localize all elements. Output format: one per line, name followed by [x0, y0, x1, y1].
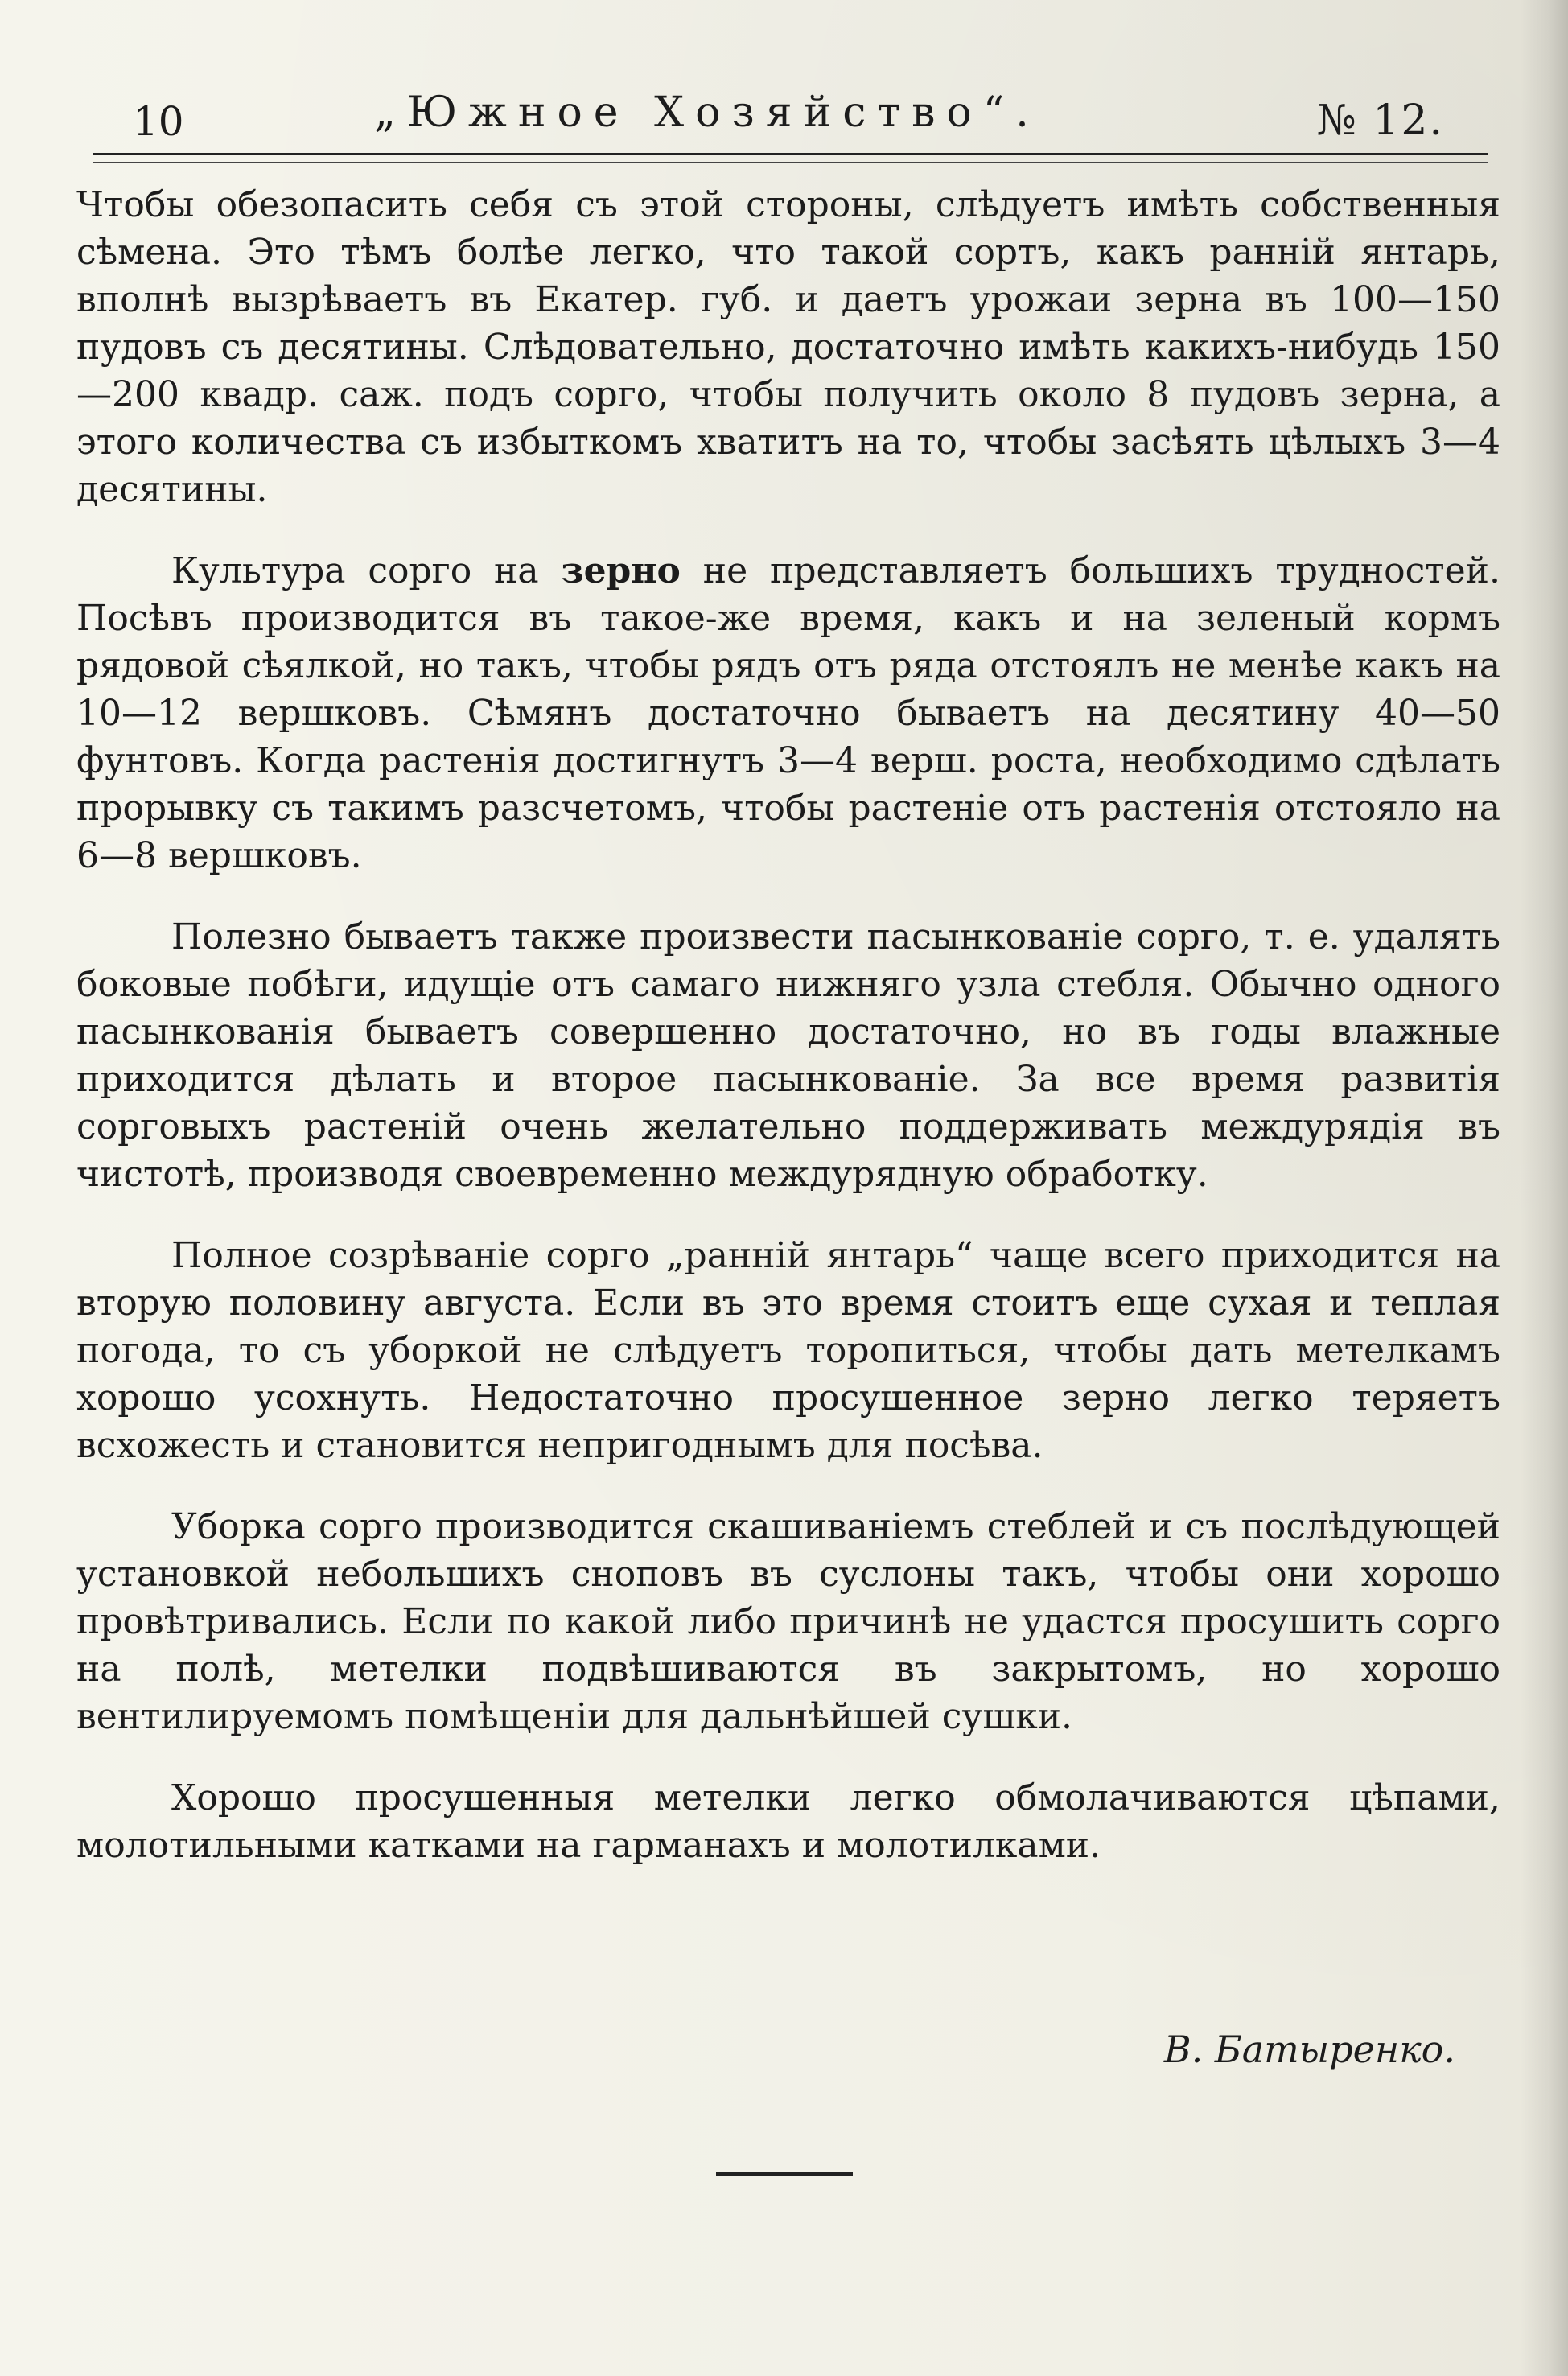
page-edge-shadow [1520, 0, 1568, 2376]
paragraph-5-text: Уборка сорго производится скашиваніемъ стеблей и съ послѣдующей установкой небольшихъ сноповъ въ суслоны такъ, чтобы они хорошо провѣтривались. Если по какой либо причинѣ не удастся просушить сорго на полѣ, метелки подвѣшиваются въ закрытомъ, но хорошо вентилируемомъ помѣщеніи для дальнѣйшей сушки. [76, 1506, 1500, 1737]
journal-title: „Южное Хозяйство“. [374, 89, 1040, 137]
paragraph-3 [76, 913, 1500, 1198]
paragraph-2-text-end: не представляетъ большихъ трудностей. Посѣвъ производится въ такое-же время, какъ и на зеленый кормъ рядовой сѣялкой, но такъ, чтобы рядъ отъ ряда отстоялъ не менѣе какъ на 10—12 вершковъ. Сѣмянъ достаточно бываетъ на десятину 40—50 фунтовъ. Когда растенія достигнутъ 3—4 верш. роста, необходимо сдѣлать прорывку съ такимъ разсчетомъ, чтобы растеніе отъ растенія отстояло на 6—8 вершковъ. [76, 550, 1500, 876]
paragraph-2 [76, 547, 1500, 879]
paragraph-2-bold-word: зерно [561, 550, 681, 591]
author-signature: В. Батыренко. [1163, 2028, 1455, 2071]
paragraph-4 [76, 1232, 1500, 1469]
end-rule [716, 2172, 853, 2176]
header-rule [93, 153, 1488, 163]
paragraph-6-text: Хорошо просушенныя метелки легко обмолачиваются цѣпами, молотильными катками на гарманахъ и молотилками. [76, 1777, 1500, 1866]
issue-number: № 12. [1316, 97, 1444, 145]
page-header [93, 89, 1460, 153]
paragraph-1 [76, 181, 1500, 513]
page-number: 10 [133, 98, 184, 145]
article-body [76, 181, 1500, 1903]
paragraph-6 [76, 1774, 1500, 1869]
paragraph-1-text: Чтобы обезопасить себя съ этой стороны, слѣдуетъ имѣть собственныя сѣмена. Это тѣмъ болѣе легко, что такой сортъ, какъ ранній янтарь, вполнѣ вызрѣваетъ въ Екатер. губ. и даетъ урожаи зерна въ 100—150 пудовъ съ десятины. Слѣдовательно, достаточно имѣть какихъ-нибудь 150—200 квадр. саж. подъ сорго, чтобы получить около 8 пудовъ зерна, а этого количества съ избыткомъ хватитъ на то, чтобы засѣять цѣлыхъ 3—4 десятины. [76, 184, 1500, 510]
paragraph-2-text-start: Культура сорго на [171, 550, 562, 591]
paragraph-5 [76, 1503, 1500, 1740]
paragraph-4-text: Полное созрѣваніе сорго „ранній янтарь“ чаще всего приходится на вторую половину августа. Если въ это время стоитъ еще сухая и теплая погода, то съ уборкой не слѣдуетъ торопиться, чтобы дать метелкамъ хорошо усохнуть. Недостаточно просушенное зерно легко теряетъ всхожесть и становится непригоднымъ для посѣва. [76, 1235, 1500, 1466]
paragraph-3-text: Полезно бываетъ также произвести пасынкованіе сорго, т. е. удалять боковые побѣги, идущіе отъ самаго нижняго узла стебля. Обычно одного пасынкованія бываетъ совершенно достаточно, но въ годы влажные приходится дѣлать и второе пасынкованіе. За все время развитія сорговыхъ растеній очень желательно поддерживать междурядія въ чистотѣ, производя своевременно междурядную обработку. [76, 916, 1500, 1195]
